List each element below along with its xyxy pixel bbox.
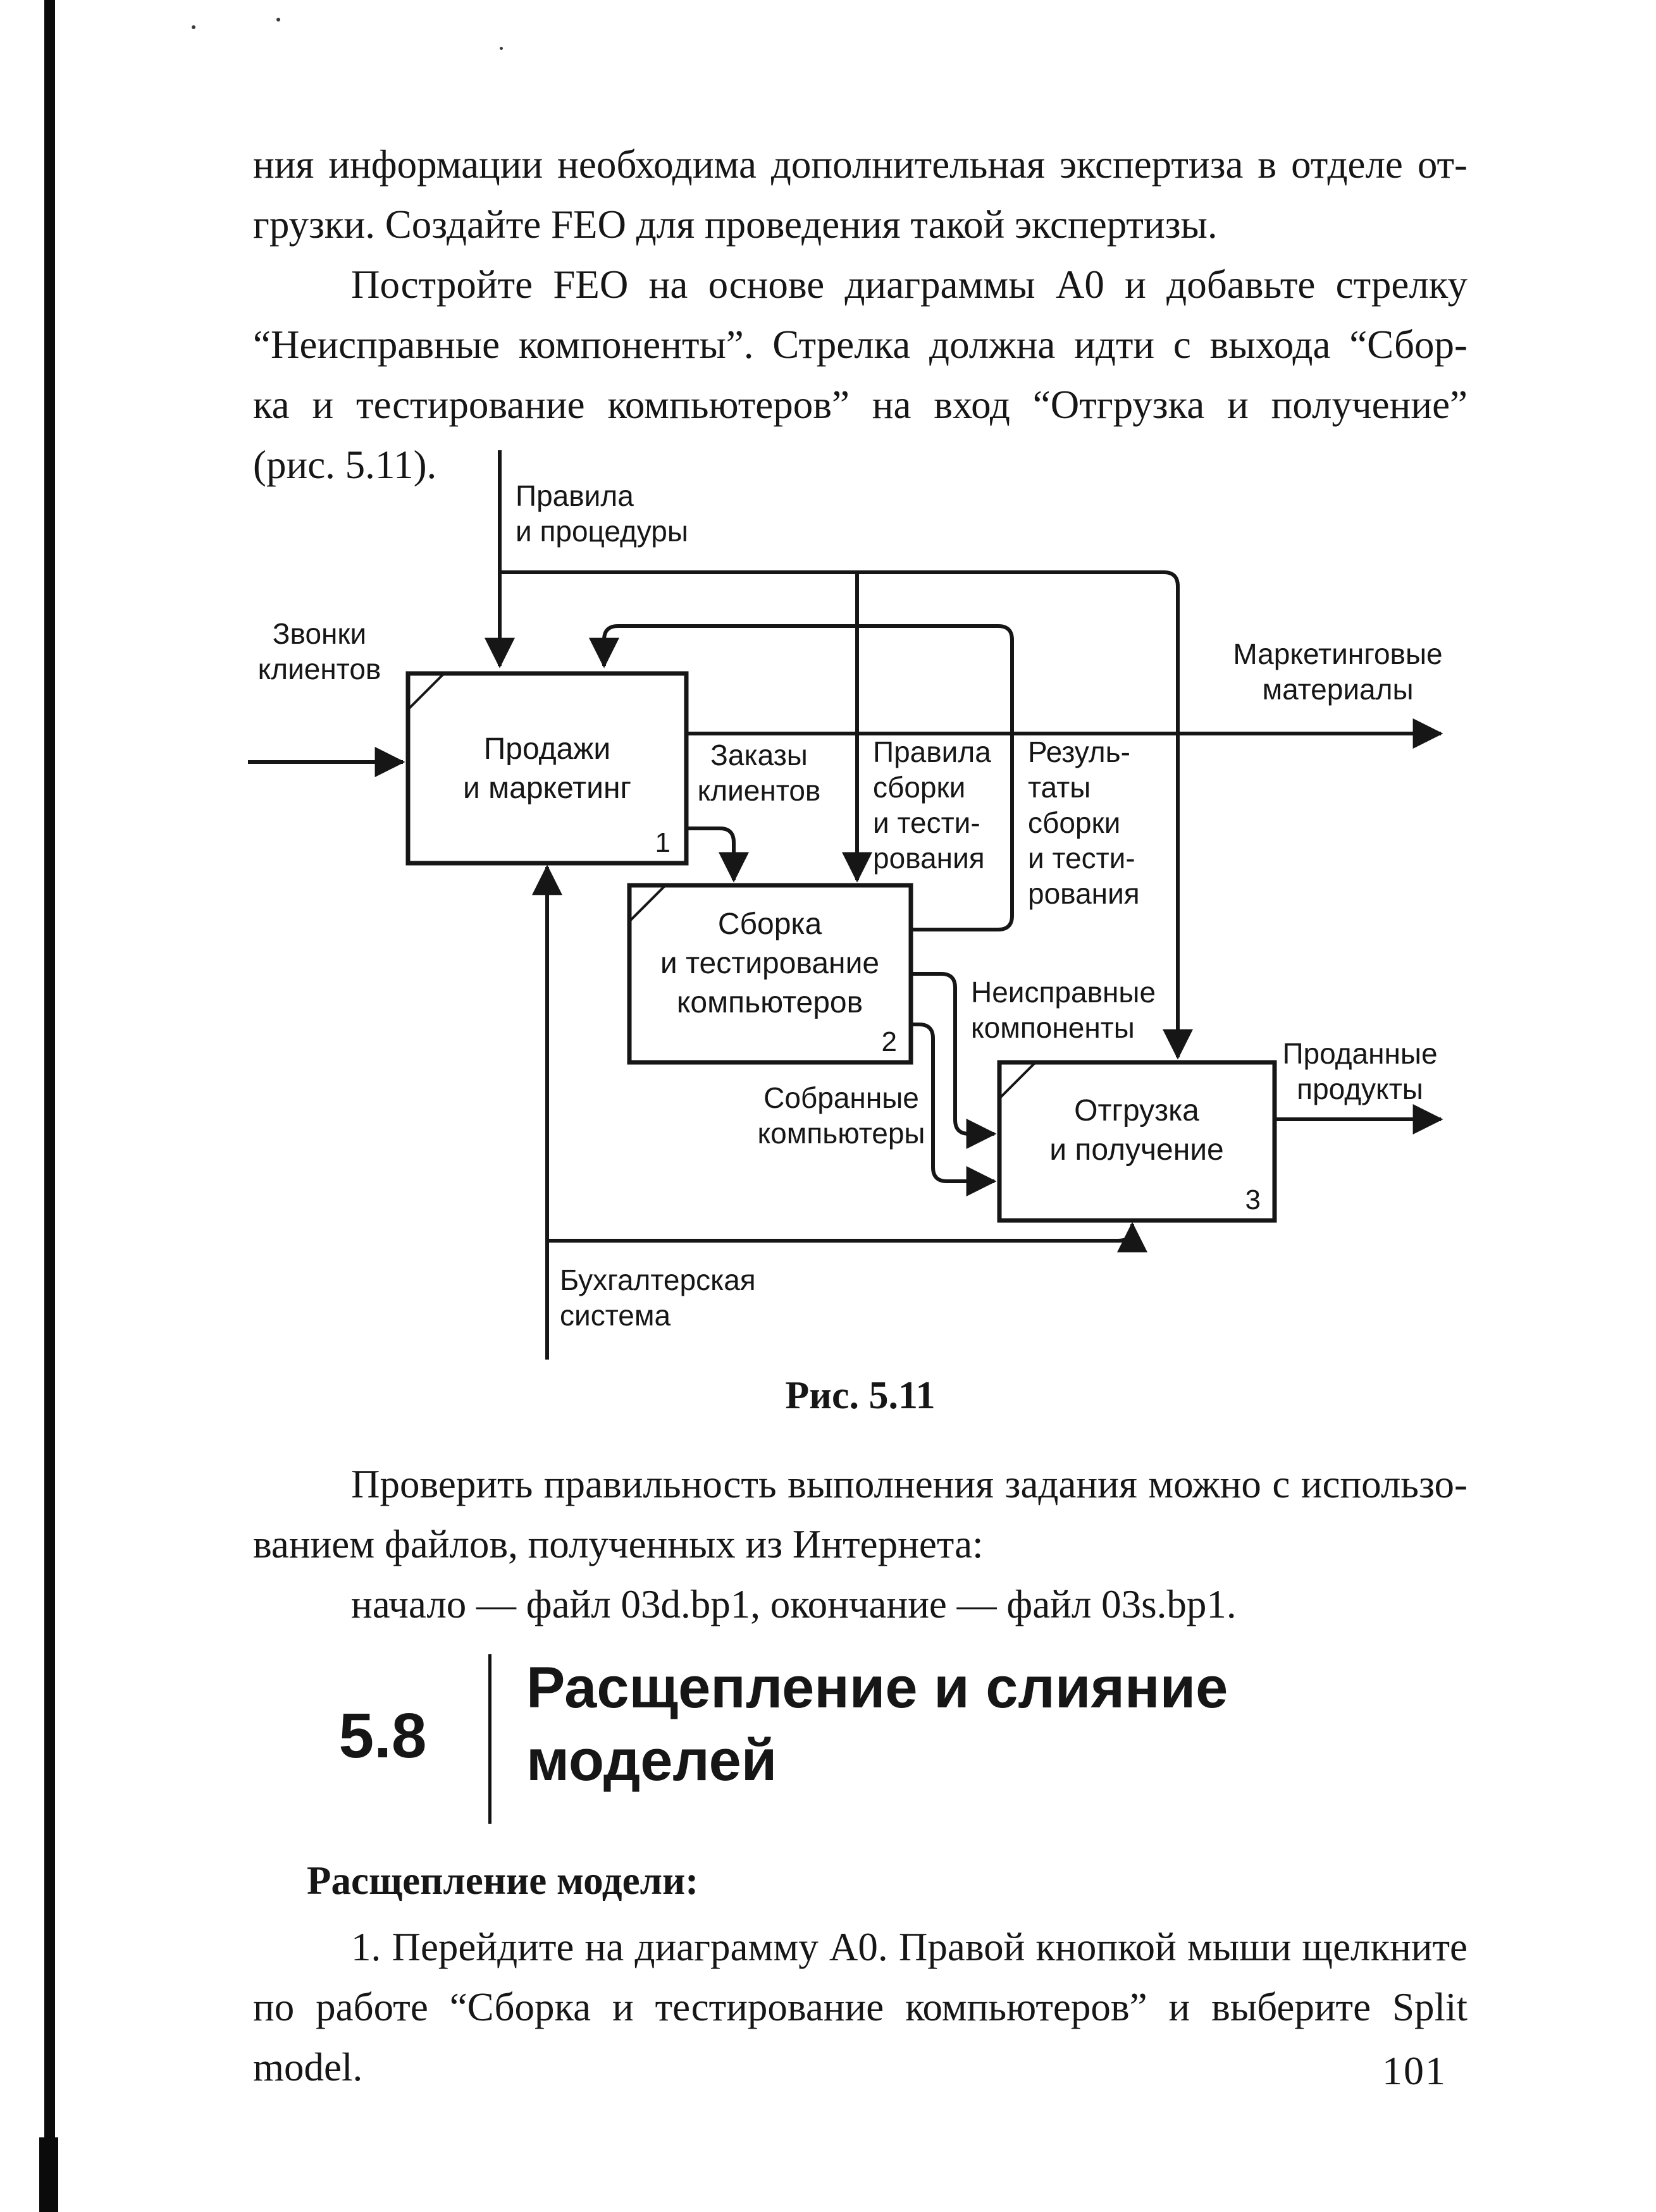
label-line: Правила [873,735,991,768]
body-line: 1. Перейдите на диаграмму А0. Правой кнопкой мыши щелкните [351,1925,1468,1969]
label-line: Проданные [1282,1037,1438,1070]
figure-5-11-diagram [209,430,1486,1416]
box-rect [408,673,686,863]
box-label: и тестирование [660,947,880,980]
label-line: Звонки [272,617,367,650]
label-line: Маркетинговые [1233,637,1443,670]
body-line: начало — файл 03d.bp1, окончание — файл 03s.bp1. [351,1582,1237,1626]
orders-box1-to-box2-arrow [686,828,734,880]
label-assembled-computers [758,1081,925,1150]
box-number: 2 [881,1026,897,1057]
label-line: Резуль- [1028,735,1130,768]
label-line: Правила [516,479,634,512]
label-line: таты [1028,771,1091,804]
body-line: model. [253,2045,363,2089]
scan-speck [192,25,195,29]
body-line: ка и тестирование компьютеров” на вход “Отгрузка и получение” [253,383,1468,427]
label-line: продукты [1297,1072,1423,1105]
label-line: Неисправные [971,976,1156,1009]
section-number: 5.8 [338,1700,427,1771]
box-label: и получение [1049,1133,1224,1167]
body-line: ния информации необходима дополнительная экспертиза в отделе от- [253,142,1468,187]
box-number: 1 [655,827,670,858]
scan-edge-bar [44,0,55,2212]
box-number: 3 [1245,1184,1261,1215]
label-assembly-rules [873,735,991,875]
activity-box-assembly-testing [629,885,911,1062]
label-line: сборки [873,771,966,804]
label-line: материалы [1262,673,1414,706]
label-line: компьютеры [757,1117,925,1150]
section-title [526,1652,1285,1797]
box-label: компьютеров [676,986,863,1019]
label-line: клиентов [697,774,821,807]
label-sold-products [1282,1037,1437,1105]
body-line: грузки. Создайте FEO для проведения такой экспертизы. [253,202,1218,247]
label-client-orders [698,739,821,807]
label-line: и процедуры [516,515,688,548]
box-label: Отгрузка [1074,1094,1199,1128]
assembled-computers-box2-to-box3-arrow [911,1024,994,1181]
label-line: компоненты [971,1011,1135,1044]
body-line: (рис. 5.11). [253,443,437,487]
split-model-subhead: Расщепление модели: [307,1859,699,1903]
label-line: рования [873,842,985,875]
body-line: “Неисправные компоненты”. Стрелка должна идти с выхода “Сбор- [253,323,1468,367]
activity-box-sales-marketing [408,673,686,863]
body-text-bottom [253,1917,1468,2098]
box-label: Продажи [483,732,611,766]
label-line: рования [1028,877,1140,910]
box-label: Сборка [717,907,822,941]
label-accounting-system [560,1263,756,1332]
label-line: Бухгалтерская [560,1263,756,1296]
label-assembly-results [1028,735,1140,910]
body-line: Проверить правильность выполнения задания можно с использо- [351,1462,1468,1506]
mechanism-accounting-into-box3-arrow [547,1224,1132,1241]
body-line: по работе “Сборка и тестирование компьютеров” и выберите Split [253,1985,1468,2029]
section-title-line: Расщепление и слияние [526,1656,1228,1720]
scan-edge-bar-bottom [39,2137,58,2212]
label-line: сборки [1028,806,1121,839]
label-line: Собранные [763,1081,919,1114]
label-faulty-components [971,976,1156,1044]
box-label: и маркетинг [463,771,631,805]
section-heading-rule [488,1654,491,1824]
page-number: 101 [1382,2048,1447,2093]
label-line: система [560,1299,671,1332]
label-line: Заказы [710,739,808,771]
label-client-calls [258,617,381,685]
scan-speck [500,47,503,50]
section-title-line: моделей [526,1728,777,1793]
label-line: и тести- [873,806,980,839]
label-marketing-materials [1233,637,1442,706]
label-line: клиентов [257,653,381,685]
label-line: и тести- [1028,842,1135,875]
figure-caption: Рис. 5.11 [785,1374,936,1417]
scan-speck [276,18,280,22]
activity-box-shipping-receiving [999,1062,1275,1220]
body-line: ванием файлов, полученных из Интернета: [253,1522,984,1566]
label-rules-procedures [516,479,688,548]
body-text-middle [253,1454,1468,1635]
body-line: Постройте FEO на основе диаграммы А0 и добавьте стрелку [351,262,1468,307]
